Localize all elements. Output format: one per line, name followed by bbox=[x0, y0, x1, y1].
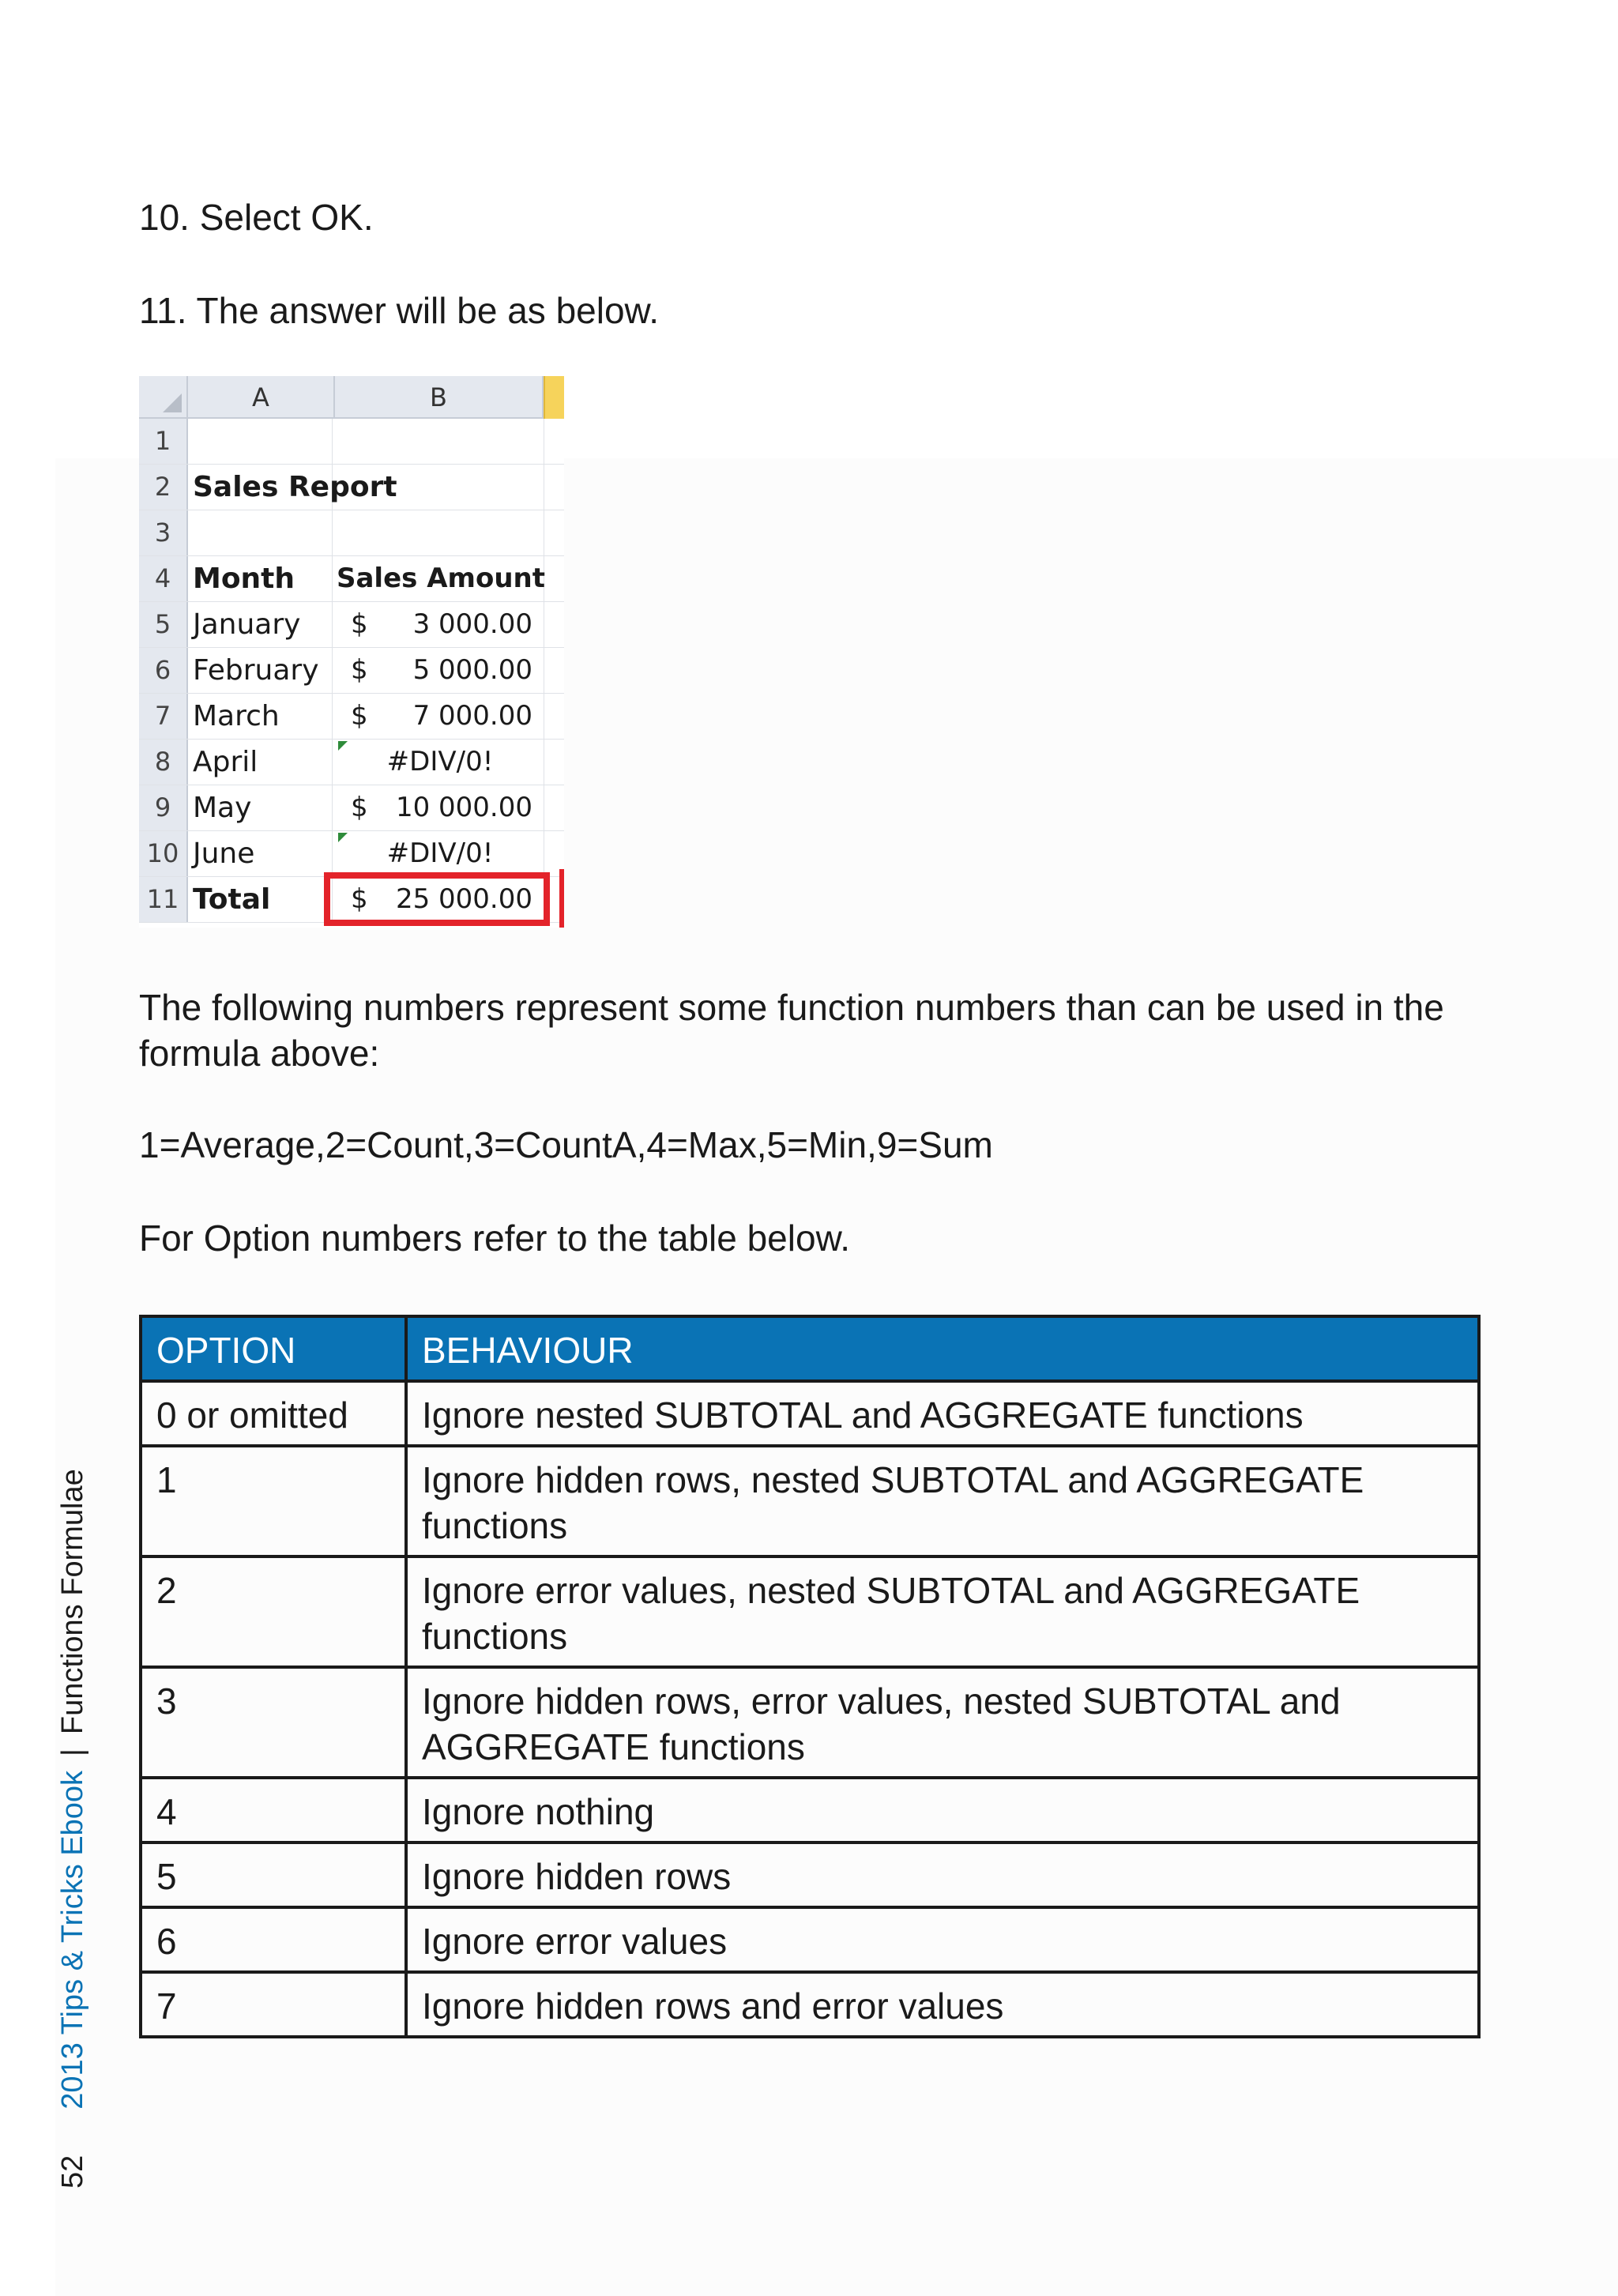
total-highlight-box bbox=[324, 872, 550, 926]
behaviour-cell: Ignore nothing bbox=[406, 1778, 1479, 1842]
error-value: #DIV/0! bbox=[386, 746, 494, 777]
behaviour-cell: Ignore error values, nested SUBTOTAL and AGGREGATE functions bbox=[406, 1556, 1479, 1667]
sheet-row bbox=[139, 556, 564, 602]
cell-a: March bbox=[193, 694, 333, 739]
behaviour-cell: Ignore hidden rows, nested SUBTOTAL and AGGREGATE functions bbox=[406, 1446, 1479, 1556]
row-number: 8 bbox=[139, 740, 188, 785]
column-header-b: B bbox=[335, 376, 544, 419]
cell-a: February bbox=[193, 648, 333, 693]
cell-b bbox=[337, 648, 544, 693]
row-number: 3 bbox=[139, 510, 188, 555]
cell-a: Sales Report bbox=[193, 465, 333, 510]
sheet-row bbox=[139, 648, 564, 694]
table-row bbox=[141, 1778, 1479, 1842]
cell-a: January bbox=[193, 602, 333, 647]
header-behaviour: BEHAVIOUR bbox=[406, 1316, 1479, 1381]
function-numbers-line: 1=Average,2=Count,3=CountA,4=Max,5=Min,9=Sum bbox=[139, 1124, 993, 1165]
currency-symbol: $ bbox=[351, 654, 368, 686]
cell-b bbox=[337, 510, 544, 555]
book-title: 2013 Tips & Tricks Ebook bbox=[56, 1770, 89, 2110]
option-cell: 1 bbox=[141, 1446, 406, 1556]
step-11: 11. The answer will be as below. bbox=[139, 290, 659, 331]
cell-b bbox=[337, 694, 544, 739]
column-header-c-partial bbox=[544, 376, 564, 419]
cell-a bbox=[193, 510, 333, 555]
sheet-row bbox=[139, 831, 564, 877]
option-cell: 3 bbox=[141, 1667, 406, 1778]
sheet-row bbox=[139, 465, 564, 510]
option-cell: 4 bbox=[141, 1778, 406, 1842]
table-row bbox=[141, 1381, 1479, 1446]
cell-a: April bbox=[193, 740, 333, 785]
step-10: 10. Select OK. bbox=[139, 197, 374, 238]
amount-value: 3 000.00 bbox=[412, 608, 532, 640]
page-number: 52 bbox=[56, 2155, 89, 2189]
option-cell: 0 or omitted bbox=[141, 1381, 406, 1446]
cell-b bbox=[337, 831, 544, 876]
option-cell: 2 bbox=[141, 1556, 406, 1667]
row-number: 7 bbox=[139, 694, 188, 739]
option-cell: 7 bbox=[141, 1972, 406, 2037]
spreadsheet-screenshot bbox=[139, 376, 564, 928]
behaviour-cell: Ignore hidden rows and error values bbox=[406, 1972, 1479, 2037]
intro-paragraph: The following numbers represent some function numbers than can be used in the formula above: bbox=[139, 987, 1444, 1074]
table-row bbox=[141, 1556, 1479, 1667]
behaviour-cell: Ignore error values bbox=[406, 1907, 1479, 1972]
table-row bbox=[141, 1842, 1479, 1907]
amount-value: 7 000.00 bbox=[412, 700, 532, 732]
amount-value: 5 000.00 bbox=[412, 654, 532, 686]
behaviour-cell: Ignore hidden rows, error values, nested SUBTOTAL and AGGREGATE functions bbox=[406, 1667, 1479, 1778]
select-all-corner bbox=[139, 376, 188, 419]
column-label: Sales Amount bbox=[337, 563, 545, 594]
sheet-row bbox=[139, 785, 564, 831]
row-number: 4 bbox=[139, 556, 188, 601]
row-number: 11 bbox=[139, 877, 188, 922]
error-value: #DIV/0! bbox=[386, 837, 494, 869]
sheet-row bbox=[139, 419, 564, 465]
behaviour-cell: Ignore nested SUBTOTAL and AGGREGATE functions bbox=[406, 1381, 1479, 1446]
sheet-row bbox=[139, 740, 564, 785]
cell-a: June bbox=[193, 831, 333, 876]
cell-b bbox=[337, 740, 544, 785]
row-number: 5 bbox=[139, 602, 188, 647]
currency-symbol: $ bbox=[351, 700, 368, 732]
sheet-row bbox=[139, 510, 564, 556]
row-number: 10 bbox=[139, 831, 188, 876]
behaviour-cell: Ignore hidden rows bbox=[406, 1842, 1479, 1907]
option-note: For Option numbers refer to the table below. bbox=[139, 1218, 851, 1259]
cell-a: May bbox=[193, 785, 333, 830]
cell-a: Total bbox=[193, 877, 333, 922]
side-footer bbox=[0, 0, 111, 2296]
sheet-row bbox=[139, 602, 564, 648]
table-header-row bbox=[141, 1316, 1479, 1381]
cell-b bbox=[337, 419, 544, 464]
currency-symbol: $ bbox=[351, 608, 368, 640]
option-cell: 6 bbox=[141, 1907, 406, 1972]
cell-b bbox=[337, 465, 544, 510]
header-option: OPTION bbox=[141, 1316, 406, 1381]
cell-a bbox=[193, 419, 333, 464]
amount-value: 25 000.00 bbox=[395, 883, 532, 915]
table-row bbox=[141, 1667, 1479, 1778]
table-row bbox=[141, 1446, 1479, 1556]
row-number: 9 bbox=[139, 785, 188, 830]
currency-symbol: $ bbox=[351, 883, 368, 915]
option-cell: 5 bbox=[141, 1842, 406, 1907]
cell-b bbox=[337, 556, 544, 601]
table-row bbox=[141, 1907, 1479, 1972]
section-title: Functions Formulae bbox=[56, 1469, 89, 1735]
cell-b bbox=[337, 602, 544, 647]
options-table bbox=[139, 1315, 1481, 2038]
currency-symbol: $ bbox=[351, 792, 368, 823]
row-number: 1 bbox=[139, 419, 188, 464]
sheet-row bbox=[139, 694, 564, 740]
cell-a: Month bbox=[193, 556, 333, 601]
footer-text bbox=[54, 1469, 92, 2189]
total-highlight-edge bbox=[559, 869, 564, 928]
column-header-a: A bbox=[188, 376, 335, 419]
table-row bbox=[141, 1972, 1479, 2037]
amount-value: 10 000.00 bbox=[395, 792, 532, 823]
row-number: 6 bbox=[139, 648, 188, 693]
row-number: 2 bbox=[139, 465, 188, 510]
cell-b bbox=[337, 785, 544, 830]
footer-separator: | bbox=[56, 1748, 89, 1756]
